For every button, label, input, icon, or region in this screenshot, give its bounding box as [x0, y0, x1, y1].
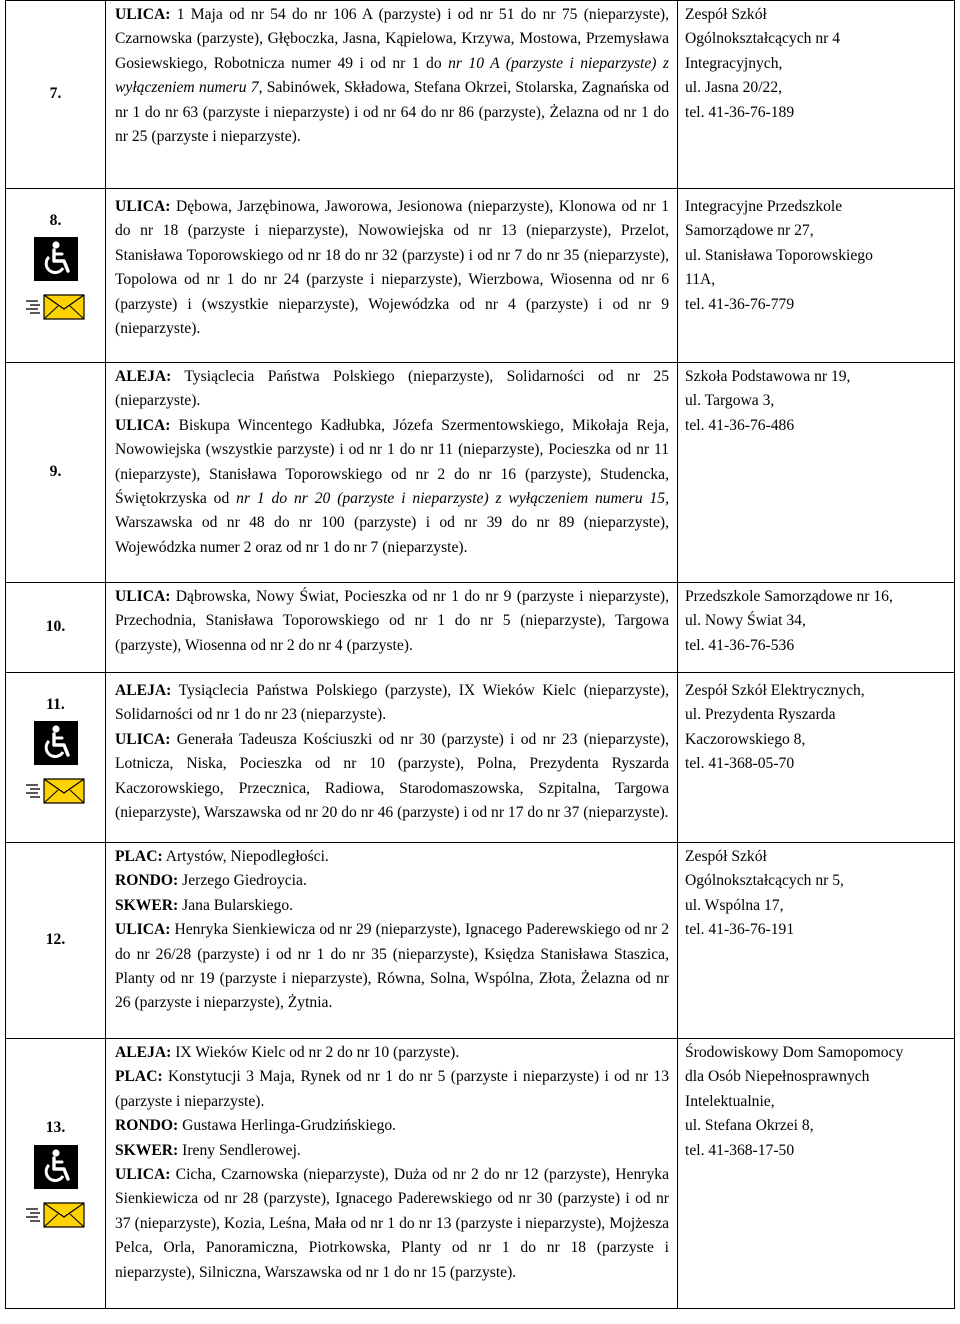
- row-number-cell: [6, 1, 106, 189]
- street-list-paragraph: [115, 728, 669, 826]
- street-list-cell: [106, 583, 678, 673]
- school-line: Integracyjnych,: [685, 54, 783, 72]
- mail-envelope-icon: [24, 775, 88, 807]
- street-list-paragraph: [115, 1139, 669, 1163]
- street-text: Tysiąclecia Państwa Polskiego (nieparzyste), Solidarności od nr 25 (nieparzyste).: [115, 368, 669, 410]
- row-number: 7.: [49, 85, 62, 103]
- street-text: Ireny Sendlerowej.: [178, 1141, 301, 1159]
- street-list-paragraph: [115, 195, 669, 341]
- school-line: Kaczorowskiego 8,: [685, 730, 806, 748]
- street-text: Artystów, Niepodległości.: [162, 848, 329, 865]
- table-row-8: [6, 189, 955, 363]
- school-line: ul. Wspólna 17,: [685, 896, 784, 914]
- school-line: Ogólnokształcących nr 5,: [685, 872, 844, 890]
- category-label: SKWER:: [115, 896, 179, 914]
- street-text: Cicha, Czarnowska (nieparzyste), Duża od nr 2 do nr 12 (parzyste), Henryka Sienkiewicza od nr 28 (parzyste), Ignacego Paderewskiego od nr 30 (parzyste) i od nr 37 (nieparzyste), Kozia, Leśna, Mała od nr 1 do nr 13 (parzyste i nieparzyste), Mojżesza Pelca, Orla, Panoramiczna, Piotrkowska, Planty od nr 1 do nr 18 (parzyste i nieparzyste), Silniczna, Warszawska od nr 1 do nr 15 (parzyste).: [115, 1166, 669, 1281]
- street-list-paragraph: [115, 869, 669, 893]
- school-line: ul. Targowa 3,: [685, 392, 775, 410]
- street-list-cell: [106, 363, 678, 583]
- school-line: Intelektualnie,: [685, 1092, 775, 1110]
- row-number-cell: [6, 1039, 106, 1309]
- category-label: ULICA:: [115, 198, 171, 215]
- category-label: ULICA:: [115, 588, 171, 605]
- street-list-paragraph: [115, 845, 669, 869]
- school-line: Zespół Szkół: [685, 6, 767, 23]
- school-line: tel. 41-36-76-536: [685, 636, 795, 654]
- school-line: ul. Stanisława Toporowskiego: [685, 246, 873, 264]
- street-list-paragraph: [115, 894, 669, 918]
- school-line: tel. 41-36-76-486: [685, 416, 795, 434]
- school-line: Ogólnokształcących nr 4: [685, 30, 841, 48]
- category-label: ULICA:: [115, 6, 171, 23]
- school-cell: [678, 189, 955, 363]
- street-text: Biskupa Wincentego Kadłubka, Józefa Szermentowskiego, Mikołaja Reja, Nowowiejska (wszystkie parzyste) i od nr 1 do nr 11 (nieparzyste), Pocieszka od nr 11 (nieparzyste), Stanisława Toporowskiego od nr 2 do nr 16 (parzyste), Studencka, Świętokrzyska od: [115, 416, 669, 508]
- street-list-paragraph: [115, 365, 669, 414]
- school-cell: [678, 1039, 955, 1309]
- row-number: 11.: [46, 696, 65, 713]
- category-label: ULICA:: [115, 730, 171, 748]
- table-row-11: [6, 673, 955, 843]
- street-list-cell: [106, 843, 678, 1039]
- category-label: RONDO:: [115, 872, 179, 890]
- street-text: Generała Tadeusza Kościuszki od nr 30 (parzyste) i od nr 23 (nieparzyste), Lotnicza, Niska, Pocieszka od nr 10 (parzyste), Polna, Prezydenta Ryszarda Kaczorowskiego, Przecznica, Radiowa, Starodomaszowska, Szpitalna, Targowa (nieparzyste), Warszawska od nr 20 do nr 46 (parzyste) i od nr 17 do nr 37 (nieparzyste).: [115, 730, 669, 822]
- street-list-paragraph: [115, 1065, 669, 1114]
- mail-envelope-icon: [24, 291, 88, 323]
- street-text: Gustawa Herlinga-Grudzińskiego.: [178, 1117, 397, 1135]
- table-row-9: [6, 363, 955, 583]
- row-number-cell: [6, 843, 106, 1039]
- row-number-cell: [6, 363, 106, 583]
- row-number: 12.: [45, 931, 66, 949]
- street-list-paragraph: [115, 679, 669, 728]
- school-cell: [678, 1, 955, 189]
- row-number: 13.: [45, 1119, 66, 1137]
- street-text: Sabinówek, Składowa, Stefana Okrzei, Stolarska, Zagnańska od nr 1 do nr 63 (parzyste i nieparzyste) i od nr 64 do nr 86 (parzyste), Żelazna od nr 1 do nr 25 (parzyste i nieparzyste).: [115, 79, 669, 146]
- school-line: Szkoła Podstawowa nr 19,: [685, 368, 851, 385]
- table-row-13: [6, 1039, 955, 1309]
- school-line: tel. 41-368-05-70: [685, 755, 795, 773]
- school-line: tel. 41-368-17-50: [685, 1141, 795, 1159]
- category-label: ALEJA:: [115, 682, 172, 699]
- street-text: Tysiąclecia Państwa Polskiego (parzyste), IX Wieków Kielc (nieparzyste), Solidarności od nr 1 do nr 23 (nieparzyste).: [115, 682, 669, 724]
- table-row-12: [6, 843, 955, 1039]
- table-row-10: [6, 583, 955, 673]
- school-line: Środowiskowy Dom Samopomocy: [685, 1044, 904, 1061]
- wheelchair-accessible-icon: [34, 237, 78, 281]
- street-text: Warszawska od nr 48 do nr 100 (parzyste) i od nr 39 do nr 89 (nieparzyste), Wojewódzka numer 2 oraz od nr 1 do nr 7 (nieparzyste).: [115, 514, 669, 556]
- school-cell: [678, 843, 955, 1039]
- school-line: tel. 41-36-76-779: [685, 295, 795, 313]
- school-line: ul. Nowy Świat 34,: [685, 612, 806, 630]
- street-text: Jerzego Giedroycia.: [178, 872, 307, 890]
- street-text: Dąbrowska, Nowy Świat, Pocieszka od nr 1 do nr 9 (parzyste i nieparzyste), Przechodnia, Stanisława Toporowskiego od nr 1 do nr 5 (nieparzyste), Targowa (parzyste), Wiosenna od nr 2 do nr 4 (parzyste).: [115, 588, 669, 654]
- district-assignment-table: [5, 0, 955, 1309]
- school-cell: [678, 583, 955, 673]
- street-list-paragraph: [115, 3, 669, 149]
- street-list-paragraph: [115, 918, 669, 1016]
- school-line: tel. 41-36-76-189: [685, 103, 795, 121]
- school-line: Zespół Szkół Elektrycznych,: [685, 682, 865, 699]
- school-line: tel. 41-36-76-191: [685, 921, 795, 939]
- street-text: nr 1 do nr 20 (parzyste i nieparzyste) z wyłączeniem numeru 15,: [236, 490, 669, 508]
- school-line: ul. Prezydenta Ryszarda: [685, 706, 836, 724]
- school-cell: [678, 363, 955, 583]
- category-label: ULICA:: [115, 416, 171, 434]
- wheelchair-accessible-icon: [34, 1145, 78, 1189]
- school-line: ul. Stefana Okrzei 8,: [685, 1117, 814, 1135]
- row-number-cell: [6, 673, 106, 843]
- street-list-paragraph: [115, 1114, 669, 1138]
- category-label: ALEJA:: [115, 1044, 172, 1061]
- street-text: Jana Bularskiego.: [178, 896, 294, 914]
- street-list-cell: [106, 189, 678, 363]
- street-list-paragraph: [115, 414, 669, 560]
- table-row-7: [6, 1, 955, 189]
- category-label: PLAC:: [115, 1068, 163, 1086]
- school-line: Integracyjne Przedszkole: [685, 198, 843, 215]
- street-text: 1 Maja od nr 54 do nr 106 A (parzyste) i od nr 51 do nr 75 (nieparzyste), Czarnowska (parzyste), Głęboczka, Jasna, Kąpielowa, Krzywa, Mostowa, Przemysława Gosiewskiego, Robotnicza numer 49 i od nr 1 do: [115, 6, 669, 72]
- category-label: ULICA:: [115, 921, 171, 939]
- category-label: ULICA:: [115, 1166, 171, 1184]
- street-list-paragraph: [115, 1041, 669, 1065]
- wheelchair-accessible-icon: [34, 721, 78, 765]
- school-line: Samorządowe nr 27,: [685, 222, 814, 240]
- street-text: Konstytucji 3 Maja, Rynek od nr 1 do nr 5 (parzyste i nieparzyste) i od nr 13 (parzyste i nieparzyste).: [115, 1068, 669, 1110]
- street-text: IX Wieków Kielc od nr 2 do nr 10 (parzyste).: [171, 1044, 460, 1061]
- street-text: Henryka Sienkiewicza od nr 29 (nieparzyste), Ignacego Paderewskiego od nr 2 do nr 26/28 (parzyste) i od nr 1 do nr 35 (nieparzyste), Księdza Stanisława Staszica, Planty od nr 19 (parzyste i nieparzyste), Równa, Solna, Wspólna, Złota, Żelazna od nr 26 (parzyste i nieparzyste), Żytnia.: [115, 921, 669, 1012]
- street-text: nr 10 A (parzyste i nieparzyste) z wyłączeniem numeru 7,: [115, 54, 669, 97]
- street-list-cell: [106, 1, 678, 189]
- row-number: 9.: [49, 463, 62, 481]
- school-line: 11A,: [685, 271, 716, 289]
- school-line: dla Osób Niepełnosprawnych: [685, 1068, 870, 1086]
- row-number: 10.: [45, 618, 66, 636]
- school-line: ul. Jasna 20/22,: [685, 79, 783, 97]
- street-list-cell: [106, 1039, 678, 1309]
- category-label: ALEJA:: [115, 368, 172, 385]
- category-label: SKWER:: [115, 1141, 179, 1159]
- street-list-paragraph: [115, 1163, 669, 1285]
- category-label: PLAC:: [115, 848, 163, 865]
- row-number: 8.: [49, 212, 62, 229]
- school-line: Przedszkole Samorządowe nr 16,: [685, 588, 893, 605]
- row-number-cell: [6, 189, 106, 363]
- mail-envelope-icon: [24, 1199, 88, 1231]
- street-list-paragraph: [115, 585, 669, 658]
- category-label: RONDO:: [115, 1117, 179, 1135]
- row-number-cell: [6, 583, 106, 673]
- street-list-cell: [106, 673, 678, 843]
- school-cell: [678, 673, 955, 843]
- school-line: Zespół Szkół: [685, 848, 767, 865]
- street-text: Dębowa, Jarzębinowa, Jaworowa, Jesionowa (nieparzyste), Klonowa od nr 1 do nr 18 (parzyste i nieparzyste), Nowowiejska od nr 13 (nieparzyste), Przelot, Stanisława Toporowskiego od nr 18 do nr 32 (parzyste) i od nr 7 do nr 35 (nieparzyste), Topolowa od nr 1 do nr 24 (parzyste i nieparzyste), Wierzbowa, Wiosenna od nr 6 (parzyste) i (wszystkie nieparzyste), Wojewódzka od nr 4 (parzyste) i od nr 9 (nieparzyste).: [115, 198, 669, 338]
